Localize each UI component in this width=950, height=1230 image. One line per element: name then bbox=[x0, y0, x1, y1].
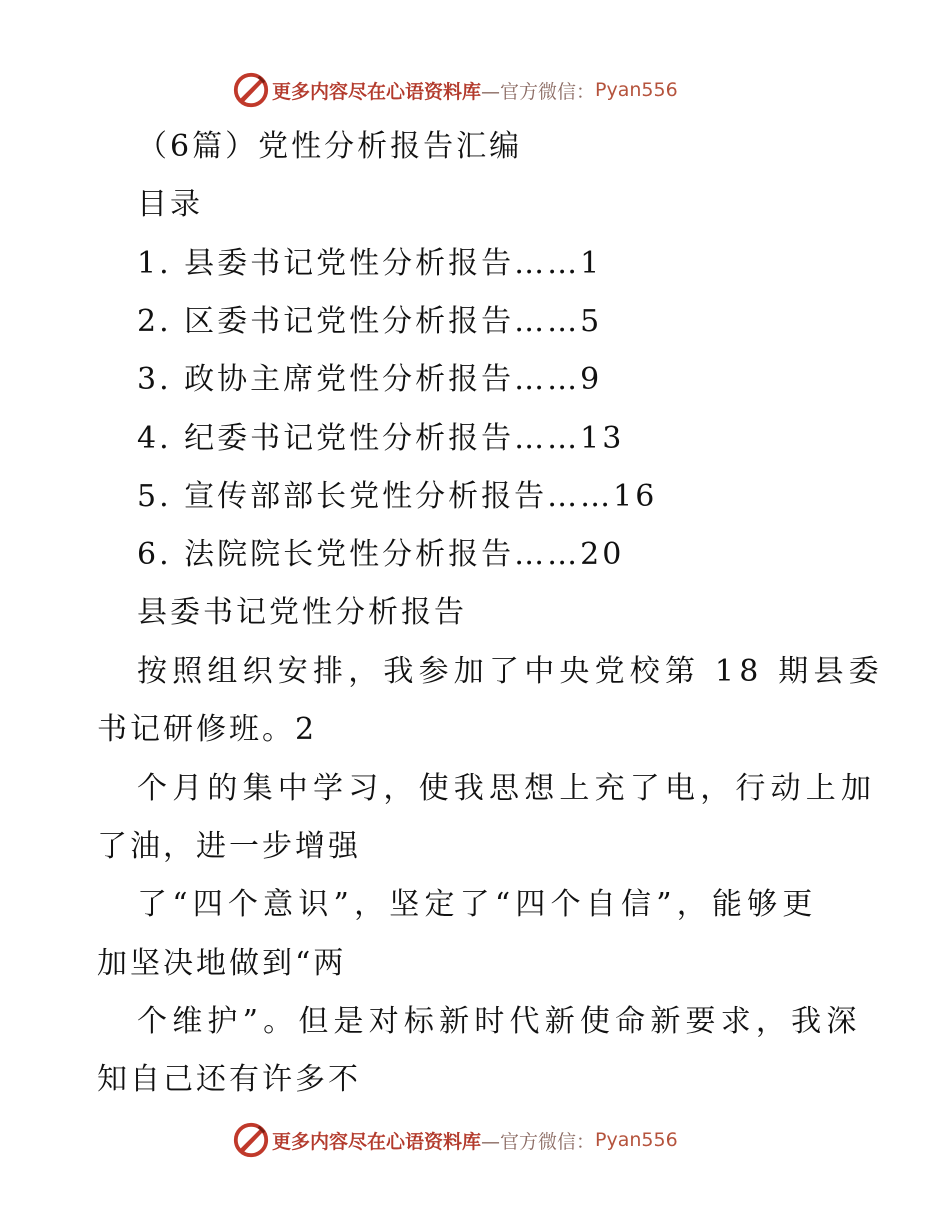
library-logo-icon bbox=[232, 71, 270, 109]
watermark-lead: 更多内容尽在心语资料库 bbox=[272, 80, 482, 103]
body-line: 加坚决地做到“两 bbox=[97, 946, 347, 981]
toc-item: 1. 县委书记党性分析报告……1 bbox=[137, 246, 603, 281]
watermark-lead: 更多内容尽在心语资料库 bbox=[272, 1130, 482, 1153]
toc-item: 2. 区委书记党性分析报告……5 bbox=[137, 304, 603, 339]
body-line: 个维护”。但是对标新时代新使命新要求，我深 bbox=[137, 1004, 862, 1039]
toc-heading: 目录 bbox=[137, 187, 203, 222]
toc-item: 4. 纪委书记党性分析报告……13 bbox=[137, 421, 625, 456]
body-line: 知自己还有许多不 bbox=[97, 1062, 361, 1097]
watermark-wechat-id: Pyan556 bbox=[595, 79, 678, 101]
watermark-footer bbox=[232, 1120, 678, 1160]
library-logo-icon bbox=[232, 1121, 270, 1159]
body-line: 个月的集中学习，使我思想上充了电，行动上加 bbox=[137, 771, 877, 806]
body-line: 按照组织安排，我参加了中央党校第 18 期县委 bbox=[137, 654, 884, 689]
body-line: 了“四个意识”，坚定了“四个自信”，能够更 bbox=[137, 887, 818, 922]
toc-item: 5. 宣传部部长党性分析报告……16 bbox=[137, 479, 658, 514]
toc-item: 6. 法院院长党性分析报告……20 bbox=[137, 537, 625, 572]
watermark-header bbox=[232, 70, 678, 110]
toc-item: 3. 政协主席党性分析报告……9 bbox=[137, 362, 603, 397]
watermark-tail: —官方微信： bbox=[481, 80, 596, 103]
body-line: 书记研修班。2 bbox=[97, 712, 318, 747]
section-title: 县委书记党性分析报告 bbox=[137, 595, 467, 630]
watermark-wechat-id: Pyan556 bbox=[595, 1129, 678, 1151]
watermark-tail: —官方微信： bbox=[481, 1130, 596, 1153]
body-line: 了油，进一步增强 bbox=[97, 829, 361, 864]
document-title: （6篇）党性分析报告汇编 bbox=[137, 129, 523, 164]
